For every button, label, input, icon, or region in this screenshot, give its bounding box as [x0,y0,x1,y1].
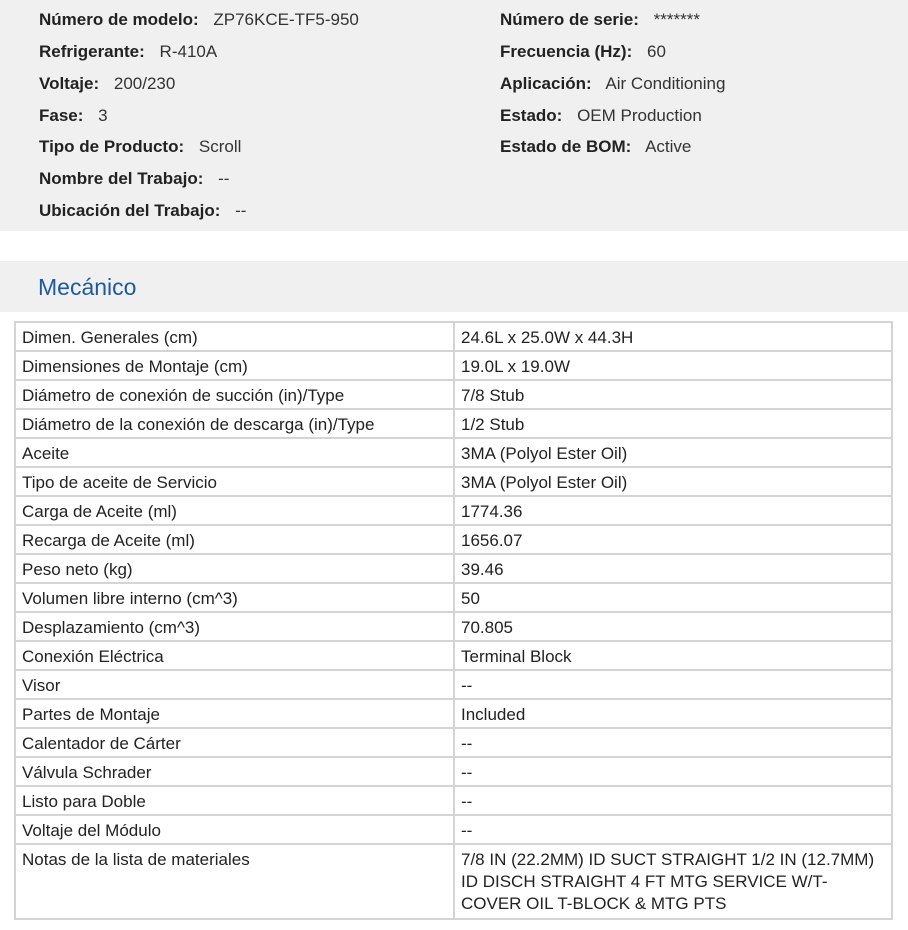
spec-label: Calentador de Cárter [15,728,454,757]
mechanical-spec-table [14,321,893,920]
spec-label: Diámetro de conexión de succión (in)/Type [15,380,454,409]
spec-value: -- [454,670,892,699]
serial-number-value: ******* [653,10,700,29]
spec-label: Válvula Schrader [15,757,454,786]
bom-status-value: Active [645,137,692,156]
serial-number-row [500,8,700,32]
spec-label: Notas de la lista de materiales [15,844,454,919]
spec-label: Peso neto (kg) [15,554,454,583]
spec-label: Recarga de Aceite (ml) [15,525,454,554]
spec-value: -- [454,757,892,786]
model-number-row [39,8,359,32]
spec-label: Conexión Eléctrica [15,641,454,670]
spec-label: Aceite [15,438,454,467]
spec-value: 39.46 [454,554,892,583]
table-row [15,409,892,438]
refrigerant-row [39,40,217,64]
product-summary [0,0,908,231]
mechanical-section-header [0,261,908,312]
spec-value: Terminal Block [454,641,892,670]
spec-value: 50 [454,583,892,612]
phase-row [39,104,108,128]
phase-value: 3 [98,106,108,125]
refrigerant-label: Refrigerante: [39,42,145,61]
bom-status-label: Estado de BOM: [500,137,632,156]
status-row [500,104,702,128]
spec-value: -- [454,786,892,815]
model-number-label: Número de modelo: [39,10,199,29]
spec-value: 3MA (Polyol Ester Oil) [454,438,892,467]
spec-label: Partes de Montaje [15,699,454,728]
table-row [15,757,892,786]
spec-label: Listo para Doble [15,786,454,815]
table-row [15,351,892,380]
spec-label: Tipo de aceite de Servicio [15,467,454,496]
spec-label: Dimen. Generales (cm) [15,322,454,351]
spec-label: Desplazamiento (cm^3) [15,612,454,641]
voltage-value: 200/230 [113,74,176,93]
voltage-row [39,72,175,96]
table-row [15,467,892,496]
table-row [15,496,892,525]
application-row [500,72,725,96]
table-row [15,322,892,351]
table-row [15,844,892,919]
table-row [15,728,892,757]
table-row [15,380,892,409]
spec-value: 24.6L x 25.0W x 44.3H [454,322,892,351]
table-row [15,815,892,844]
spec-value: -- [454,728,892,757]
spec-value: 1656.07 [454,525,892,554]
model-number-value: ZP76KCE-TF5-950 [213,10,359,29]
spec-label: Voltaje del Módulo [15,815,454,844]
table-row [15,438,892,467]
spec-value: 3MA (Polyol Ester Oil) [454,467,892,496]
job-location-row [39,199,246,223]
spec-label: Volumen libre interno (cm^3) [15,583,454,612]
serial-number-label: Número de serie: [500,10,639,29]
voltage-label: Voltaje: [39,74,100,93]
phase-label: Fase: [39,106,84,125]
job-name-row [39,167,229,191]
refrigerant-value: R-410A [159,42,218,61]
spec-label: Carga de Aceite (ml) [15,496,454,525]
table-row [15,612,892,641]
job-name-value: -- [218,169,230,188]
job-location-value: -- [235,201,247,220]
spec-value: -- [454,815,892,844]
frequency-label: Frecuencia (Hz): [500,42,633,61]
table-row [15,670,892,699]
spec-value: 19.0L x 19.0W [454,351,892,380]
product-type-label: Tipo de Producto: [39,137,185,156]
product-type-row [39,135,241,159]
application-value: Air Conditioning [605,74,726,93]
table-row [15,583,892,612]
frequency-row [500,40,666,64]
section-title: Mecánico [38,274,137,300]
spec-value: 1/2 Stub [454,409,892,438]
spec-value: 70.805 [454,612,892,641]
spec-label: Diámetro de la conexión de descarga (in)/Type [15,409,454,438]
status-label: Estado: [500,106,563,125]
spec-label: Dimensiones de Montaje (cm) [15,351,454,380]
product-type-value: Scroll [198,137,242,156]
spec-value: 1774.36 [454,496,892,525]
bom-status-row [500,135,691,159]
frequency-value: 60 [646,42,666,61]
job-name-label: Nombre del Trabajo: [39,169,204,188]
status-value: OEM Production [577,106,702,125]
spec-value: Included [454,699,892,728]
table-row [15,786,892,815]
table-row [15,525,892,554]
spec-value: 7/8 Stub [454,380,892,409]
application-label: Aplicación: [500,74,592,93]
table-row [15,641,892,670]
job-location-label: Ubicación del Trabajo: [39,201,221,220]
table-row [15,699,892,728]
table-row [15,554,892,583]
spec-value: 7/8 IN (22.2MM) ID SUCT STRAIGHT 1/2 IN (12.7MM) ID DISCH STRAIGHT 4 FT MTG SERVICE W/T-COVER OIL T-BLOCK & MTG PTS [454,844,892,919]
spec-label: Visor [15,670,454,699]
